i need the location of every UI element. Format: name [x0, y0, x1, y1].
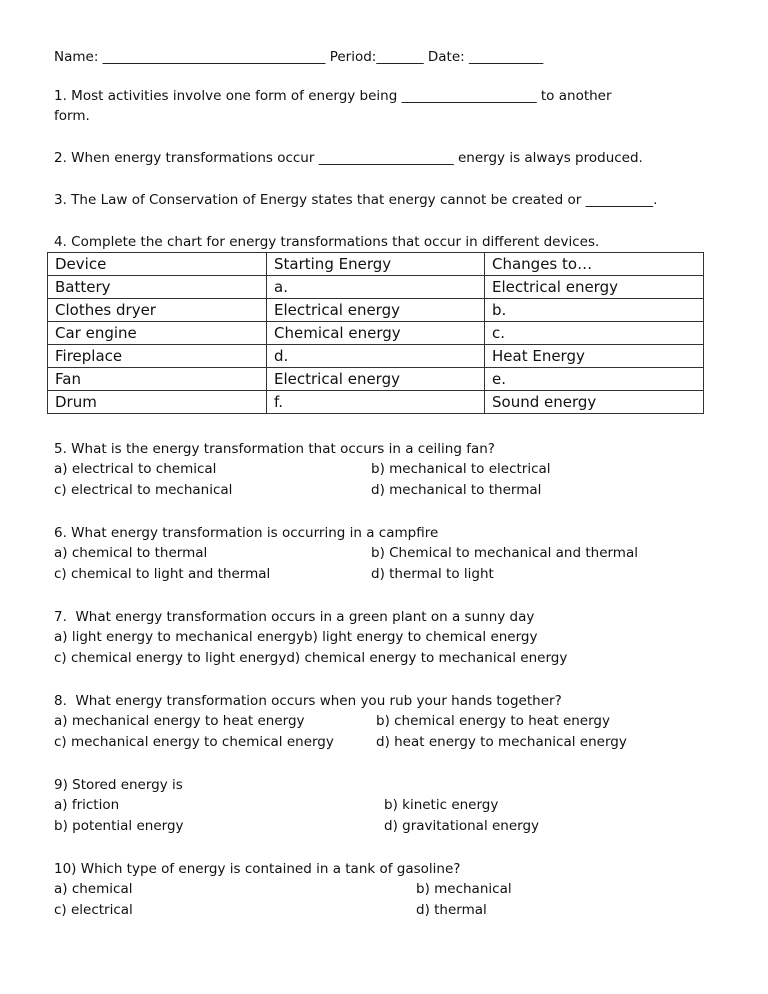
question-5-option-d: d) mechanical to thermal [371, 482, 542, 498]
table-cell: Chemical energy [267, 322, 485, 345]
table-cell: Car engine [48, 322, 267, 345]
table-cell: c. [485, 322, 704, 345]
question-6-option-a: a) chemical to thermal [54, 545, 208, 561]
table-row [48, 322, 704, 345]
table-header-cell: Starting Energy [267, 253, 485, 276]
table-cell: Electrical energy [485, 276, 704, 299]
name-period-date-header: Name: _________________________________ Period:_______ Date: ___________ [54, 49, 544, 65]
question-9-option-b: b) kinetic energy [384, 797, 499, 813]
question-8-option-d: d) heat energy to mechanical energy [376, 734, 627, 750]
table-cell: d. [267, 345, 485, 368]
table-cell: Electrical energy [267, 368, 485, 391]
question-1-line-2: form. [54, 108, 90, 124]
table-row [48, 276, 704, 299]
question-9-option-d: d) gravitational energy [384, 818, 540, 834]
question-6-option-d: d) thermal to light [371, 566, 494, 582]
table-cell: Fan [48, 368, 267, 391]
question-1-line-1: 1. Most activities involve one form of energy being ____________________ to another [54, 88, 612, 104]
question-2: 2. When energy transformations occur ____________________ energy is always produced. [54, 150, 643, 166]
question-7-stem: 7. What energy transformation occurs in a green plant on a sunny day [54, 609, 535, 625]
table-header-cell: Device [48, 253, 267, 276]
question-8-option-a: a) mechanical energy to heat energy [54, 713, 305, 729]
question-9-option-a: a) friction [54, 797, 120, 813]
energy-transformation-table [47, 252, 704, 414]
table-cell: f. [267, 391, 485, 414]
table-cell: a. [267, 276, 485, 299]
table-row [48, 345, 704, 368]
question-4: 4. Complete the chart for energy transformations that occur in different devices. [54, 234, 600, 250]
question-10-option-c: c) electrical [54, 902, 133, 918]
question-8-option-b: b) chemical energy to heat energy [376, 713, 610, 729]
table-row [48, 368, 704, 391]
table-cell: e. [485, 368, 704, 391]
table-row [48, 391, 704, 414]
table-cell: b. [485, 299, 704, 322]
question-5-stem: 5. What is the energy transformation that occurs in a ceiling fan? [54, 441, 495, 457]
table-cell: Battery [48, 276, 267, 299]
table-cell: Sound energy [485, 391, 704, 414]
table-cell: Clothes dryer [48, 299, 267, 322]
question-10-stem: 10) Which type of energy is contained in a tank of gasoline? [54, 861, 461, 877]
question-5-option-c: c) electrical to mechanical [54, 482, 233, 498]
question-10-option-b: b) mechanical [416, 881, 512, 897]
table-header-cell: Changes to… [485, 253, 704, 276]
question-7-options-line-1: a) light energy to mechanical energyb) light energy to chemical energy [54, 629, 538, 645]
table-header-row [48, 253, 704, 276]
table-cell: Fireplace [48, 345, 267, 368]
question-3: 3. The Law of Conservation of Energy states that energy cannot be created or __________. [54, 192, 658, 208]
question-8-stem: 8. What energy transformation occurs when you rub your hands together? [54, 693, 562, 709]
question-6-option-b: b) Chemical to mechanical and thermal [371, 545, 638, 561]
question-7-options-line-2: c) chemical energy to light energyd) chemical energy to mechanical energy [54, 650, 568, 666]
table-cell: Electrical energy [267, 299, 485, 322]
question-9-option-c: b) potential energy [54, 818, 184, 834]
question-9-stem: 9) Stored energy is [54, 777, 183, 793]
table-cell: Heat Energy [485, 345, 704, 368]
table-row [48, 299, 704, 322]
question-6-stem: 6. What energy transformation is occurring in a campfire [54, 525, 439, 541]
question-10-option-a: a) chemical [54, 881, 133, 897]
table-cell: Drum [48, 391, 267, 414]
question-5-option-a: a) electrical to chemical [54, 461, 217, 477]
question-10-option-d: d) thermal [416, 902, 487, 918]
question-6-option-c: c) chemical to light and thermal [54, 566, 271, 582]
question-8-option-c: c) mechanical energy to chemical energy [54, 734, 334, 750]
question-5-option-b: b) mechanical to electrical [371, 461, 551, 477]
